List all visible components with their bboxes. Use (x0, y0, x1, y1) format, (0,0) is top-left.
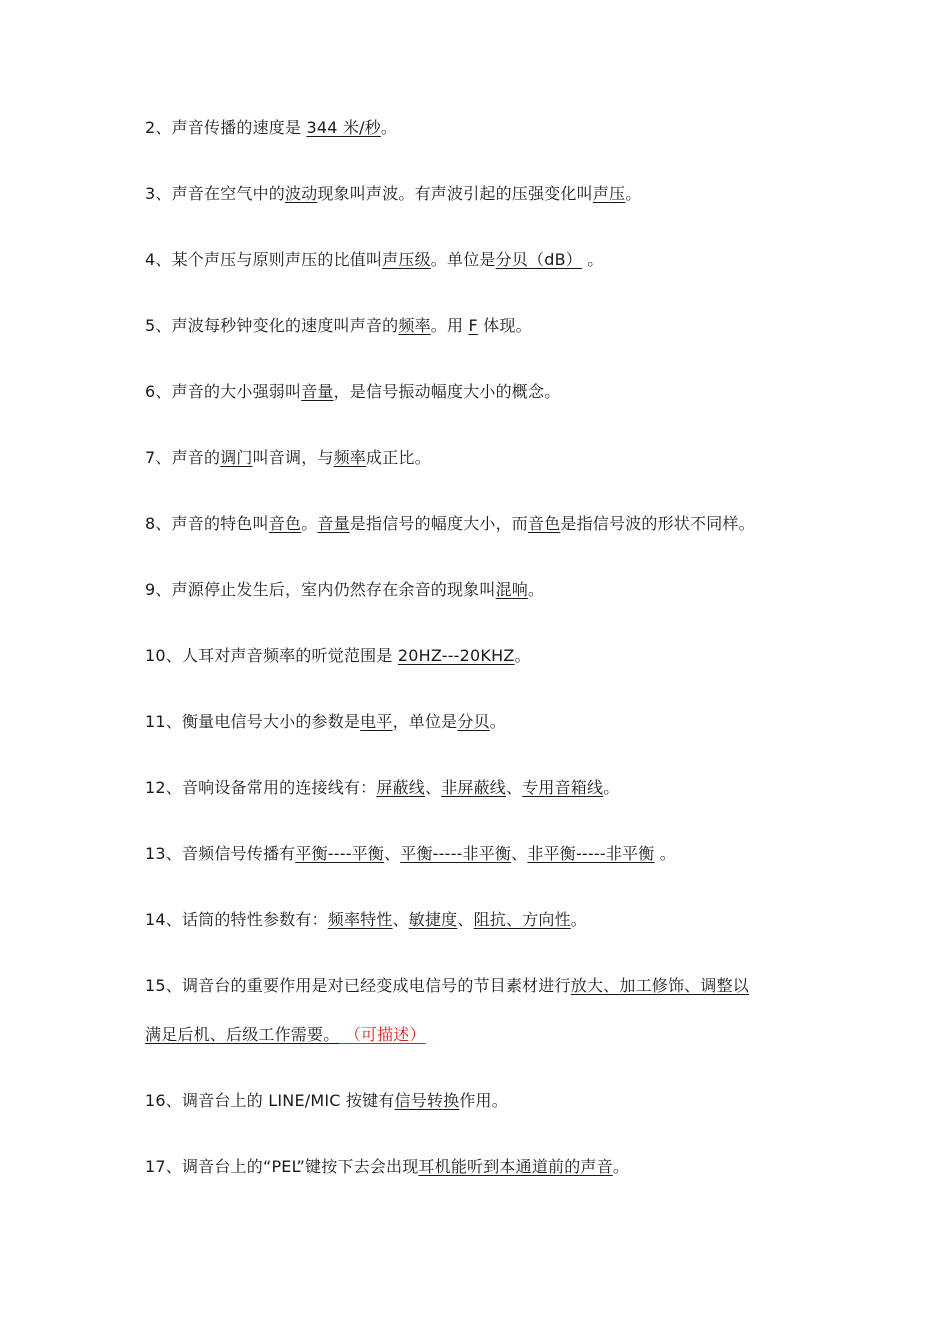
item-16 (145, 1090, 815, 1112)
text-segment: 。 (581, 250, 604, 269)
text-segment: 叫音调，与 (252, 448, 334, 467)
text-segment: 。 (612, 1157, 630, 1176)
text-segment: 成正比。 (366, 448, 431, 467)
text-segment: 、 (457, 910, 474, 929)
underlined-answer: 专用音箱线 (522, 778, 604, 797)
text-segment: 14、话筒的特性参数有： (145, 910, 328, 929)
text-segment: 是指信号波的形状不同样。 (560, 514, 755, 533)
text-segment: 、 (392, 910, 409, 929)
text-segment: 。 (603, 778, 620, 797)
text-segment: 11、衡量电信号大小的参数是 (145, 712, 361, 731)
text-segment: 5、声波每秒钟变化的速度叫声音的 (145, 316, 399, 335)
text-segment: 体现。 (477, 316, 532, 335)
text-segment: 13、音频信号传播有 (145, 844, 296, 863)
text-segment: ，是信号振动幅度大小的概念。 (333, 382, 561, 401)
underlined-answer: 音量 (317, 514, 350, 533)
text-segment: 。单位是 (430, 250, 496, 269)
item-14 (145, 909, 815, 931)
text-segment: 、 (506, 778, 523, 797)
text-segment: 。 (570, 910, 587, 929)
underlined-answer: 信号转换 (394, 1091, 460, 1110)
underlined-answer: 非平衡-----非平衡 (527, 844, 655, 863)
item-9 (145, 579, 815, 601)
text-segment: 9、声源停止发生后，室内仍然存在余音的现象叫 (145, 580, 496, 599)
underlined-answer: （可描述） (339, 1025, 426, 1044)
text-segment: 。 (654, 844, 676, 863)
text-segment: 8、声音的特色叫 (145, 514, 269, 533)
item-5 (145, 315, 815, 337)
text-segment: ，单位是 (392, 712, 458, 731)
underlined-answer: 20HZ---20KHZ (397, 646, 515, 665)
text-segment: 6、声音的大小强弱叫 (145, 382, 302, 401)
underlined-answer: 344 米/秒 (306, 118, 381, 137)
underlined-answer: 平衡----平衡 (295, 844, 385, 863)
underlined-answer: 分贝 (457, 712, 490, 731)
text-segment: 、 (511, 844, 528, 863)
underlined-answer: 音量 (301, 382, 334, 401)
text-segment: 12、音响设备常用的连接线有： (145, 778, 377, 797)
underlined-answer: F (468, 316, 478, 335)
underlined-answer: 耳机能听到本通道前的声音 (418, 1157, 613, 1176)
text-segment: 4、某个声压与原则声压的比值叫 (145, 250, 383, 269)
text-segment: 15、调音台的重要作用是对已经变成电信号的节目素材进行 (145, 976, 571, 995)
underlined-answer: 放大、加工修饰、调整以 (570, 976, 749, 995)
item-7 (145, 447, 815, 469)
text-segment: 。用 (430, 316, 469, 335)
underlined-answer: 屏蔽线 (376, 778, 425, 797)
underlined-answer: 调门 (220, 448, 253, 467)
item-15-line-1 (145, 975, 815, 997)
item-8 (145, 513, 815, 535)
underlined-answer: 频率 (333, 448, 367, 467)
text-segment: 7、声音的 (145, 448, 221, 467)
underlined-answer: 音色 (268, 514, 302, 533)
text-segment: 2、声音传播的速度是 (145, 118, 307, 137)
underlined-answer: 音色 (528, 514, 561, 533)
underlined-answer: 敏捷度 (408, 910, 458, 929)
text-segment: 。 (489, 712, 506, 731)
underlined-answer: 声压 (592, 184, 626, 203)
item-3 (145, 183, 815, 205)
underlined-answer: 分贝（dB） (495, 250, 582, 269)
underlined-answer: 频率特性 (327, 910, 393, 929)
text-segment: 作用。 (459, 1091, 508, 1110)
text-segment: 、 (424, 778, 442, 797)
text-segment: 。 (514, 646, 531, 665)
item-4 (145, 249, 815, 271)
text-segment: 。 (380, 118, 398, 137)
text-segment: 。 (625, 184, 642, 203)
item-11 (145, 711, 815, 733)
text-segment: 。 (528, 580, 545, 599)
item-6 (145, 381, 815, 403)
item-13 (145, 843, 815, 865)
text-segment: 16、调音台上的 LINE/MIC 按键有 (145, 1091, 395, 1110)
text-segment: 、 (384, 844, 401, 863)
underlined-answer: 满足后机、后级工作需要。 (145, 1025, 340, 1044)
underlined-answer: 电平 (360, 712, 393, 731)
text-segment: 3、声音在空气中的 (145, 184, 285, 203)
item-10 (145, 645, 815, 667)
item-12 (145, 777, 815, 799)
underlined-answer: 平衡-----非平衡 (400, 844, 512, 863)
text-segment: 现象叫声波。有声波引起的压强变化叫 (317, 184, 593, 203)
underlined-answer: 声压级 (382, 250, 431, 269)
item-17 (145, 1156, 815, 1178)
underlined-answer: 阻抗、方向性 (473, 910, 571, 929)
item-2 (145, 117, 815, 139)
text-segment: 17、调音台上的“PEL”键按下去会出现 (145, 1157, 419, 1176)
text-segment: 是指信号的幅度大小，而 (349, 514, 528, 533)
underlined-answer: 混响 (495, 580, 528, 599)
text-segment: 。 (301, 514, 318, 533)
text-segment: 10、人耳对声音频率的听觉范围是 (145, 646, 398, 665)
underlined-answer: 非屏蔽线 (441, 778, 506, 797)
underlined-answer: 频率 (398, 316, 431, 335)
underlined-answer: 波动 (284, 184, 318, 203)
item-15-line-2 (145, 1024, 815, 1046)
